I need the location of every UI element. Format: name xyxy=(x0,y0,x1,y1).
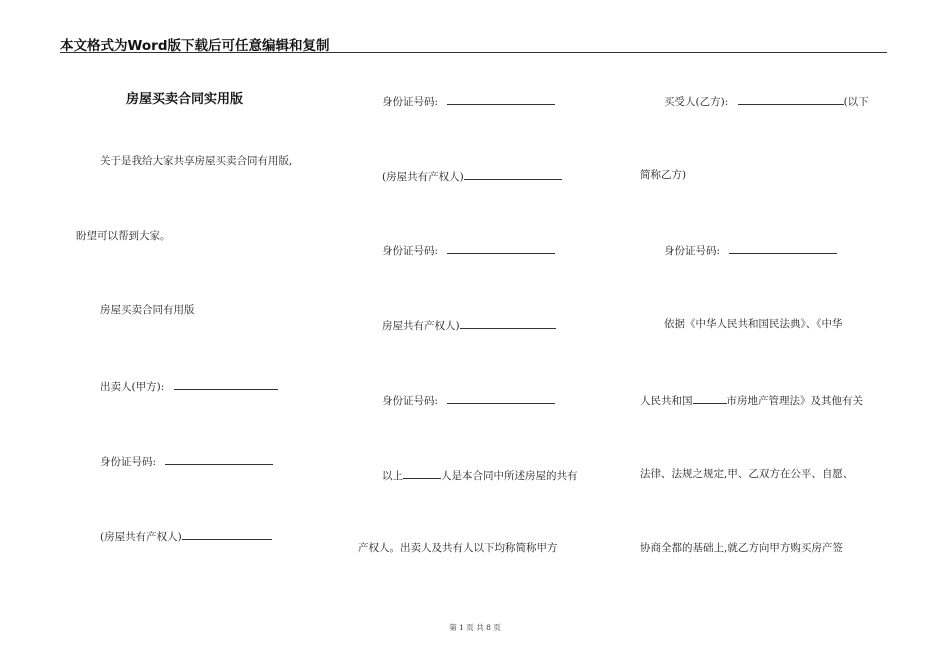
buyer-label: 买受人(乙方): xyxy=(664,96,729,108)
id-blank-line-2 xyxy=(447,242,555,254)
co-owner-field-row-1 xyxy=(382,168,562,184)
city-blank-line xyxy=(693,392,727,404)
id-label-3: 身份证号码: xyxy=(382,395,439,407)
id-blank-line-3 xyxy=(447,392,555,404)
seller-label: 出卖人(甲方): xyxy=(100,381,165,393)
document-title: 房屋买卖合同实用版 xyxy=(126,92,244,107)
co-owners-count-blank xyxy=(403,467,441,479)
buyer-id-blank-line xyxy=(729,242,837,254)
id-label-2: 身份证号码: xyxy=(382,245,439,257)
above-suffix: 人是本合同中所述房屋的共有 xyxy=(441,470,578,482)
co-owner-blank-line-2 xyxy=(460,317,556,329)
buyer-short-name: 简称乙方) xyxy=(640,169,687,181)
co-owner-label-1: (房屋共有产权人) xyxy=(382,171,464,183)
id-field-row-3 xyxy=(382,392,555,408)
seller-blank-line xyxy=(174,378,278,390)
legal-basis-prefix: 人民共和国 xyxy=(640,395,693,407)
intro-line-1: 关于是我给大家共享房屋买卖合同有用版, xyxy=(100,155,293,167)
id-field-row-2 xyxy=(382,242,555,258)
buyer-field-row xyxy=(664,93,869,109)
id-blank-line-1 xyxy=(447,93,555,105)
legal-basis-line-4: 协商全都的基础上,就乙方向甲方购买房产签 xyxy=(640,542,843,554)
legal-basis-line-1: 依据《中华人民共和国民法典》、《中华 xyxy=(664,318,843,330)
id-field-row-1 xyxy=(382,93,555,109)
co-owner-blank-line-1 xyxy=(464,168,562,180)
buyer-blank-line xyxy=(738,93,844,105)
property-owner-line: 产权人。出卖人及共有人以下均称简称甲方 xyxy=(358,542,558,554)
page-number-footer: 第 1 页 共 8 页 xyxy=(449,623,501,632)
legal-basis-suffix: 市房地产管理法》及其他有关 xyxy=(726,395,863,407)
co-owner-field-row xyxy=(100,528,272,544)
buyer-id-label: 身份证号码: xyxy=(664,245,721,257)
text-column-2 xyxy=(355,0,605,672)
above-prefix: 以上 xyxy=(382,470,403,482)
seller-field-row xyxy=(100,378,278,394)
id-label-1: 身份证号码: xyxy=(382,96,439,108)
co-owner-field-row-2 xyxy=(382,317,556,333)
co-owner-blank-line xyxy=(182,528,272,540)
contract-subtitle: 房屋买卖合同有用版 xyxy=(100,304,195,316)
legal-basis-line-2 xyxy=(640,392,863,408)
co-owner-label: (房屋共有产权人) xyxy=(100,531,182,543)
buyer-id-field-row xyxy=(664,242,837,258)
co-owner-label-2: 房屋共有产权人) xyxy=(382,320,460,332)
document-banner: 本文格式为Word版下载后可任意编辑和复制 xyxy=(60,38,330,54)
co-owners-count-row xyxy=(382,467,578,483)
seller-id-blank-line xyxy=(165,453,273,465)
legal-basis-line-3: 法律、法规之规定,甲、乙双方在公平、自愿、 xyxy=(640,468,854,480)
seller-id-label: 身份证号码: xyxy=(100,456,157,468)
text-column-1 xyxy=(60,0,300,672)
seller-id-field-row xyxy=(100,453,273,469)
intro-line-2: 盼望可以帮到大家。 xyxy=(76,230,171,242)
buyer-suffix: (以下 xyxy=(843,96,869,108)
text-column-3 xyxy=(638,0,888,672)
